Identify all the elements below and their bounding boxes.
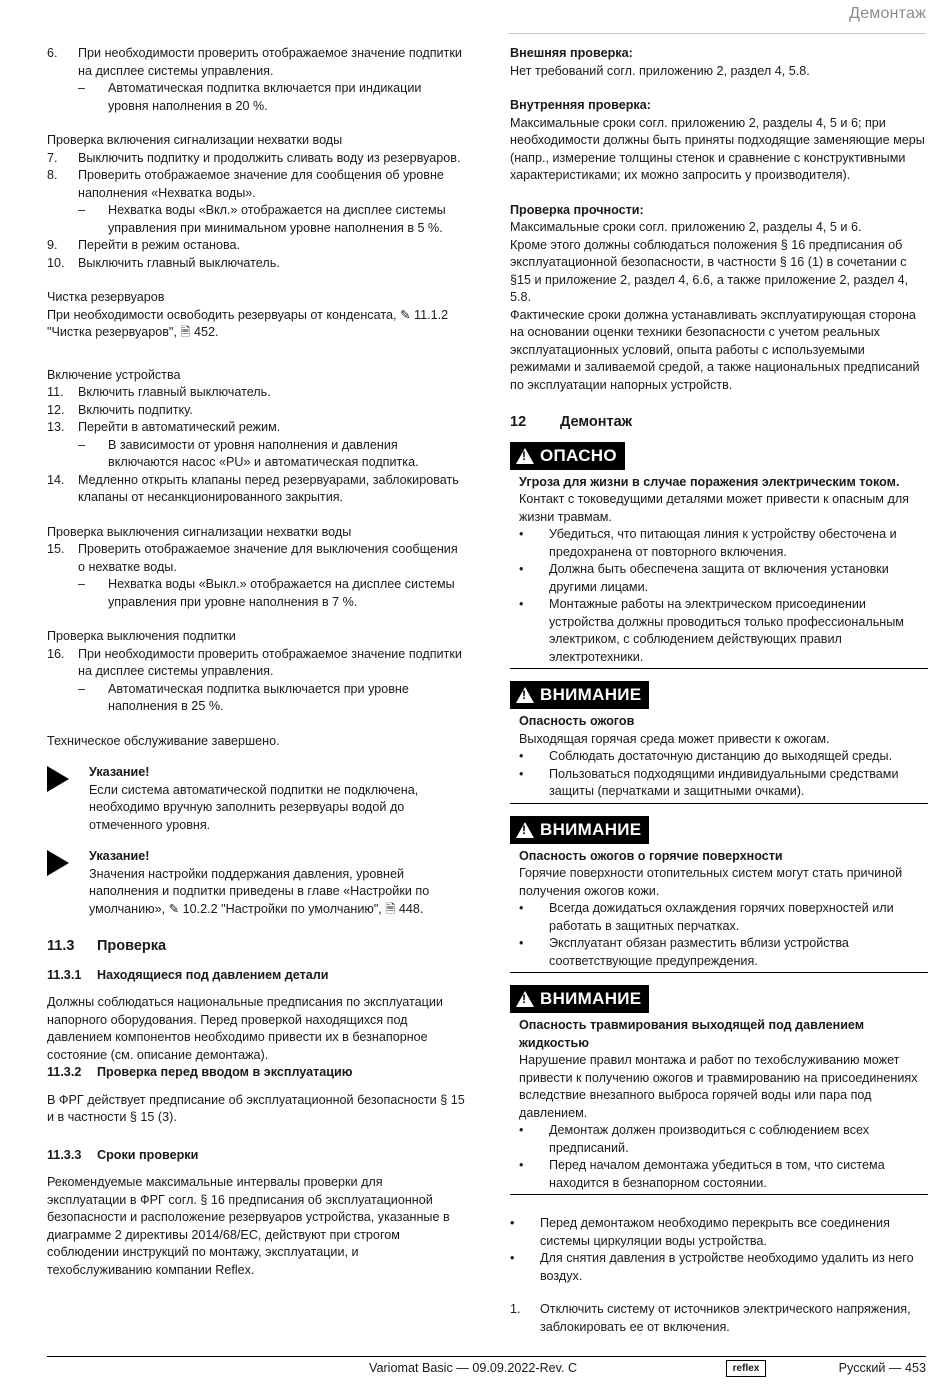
paragraph: Кроме этого должны соблюдаться положения § 16 предписания об эксплуатационной безопасности, в частности § 16 (1) в сочетании с §15 и приложение 2, раздел 4, 6.6, а также приложение 2, раздел 4, 5.8. <box>510 237 909 304</box>
warning-box <box>510 1017 928 1195</box>
list-item: 16. При необходимости проверить отображаемое значение подпитки на дисплее системы управления. <box>47 646 462 678</box>
list-item: 13. Перейти в автоматический режим. <box>47 420 281 434</box>
list-item: 1. Отключить систему от источников электрического напряжения, заблокировать ее от включения. <box>510 1302 911 1334</box>
warning-triangle-icon <box>516 991 534 1007</box>
warning-text: Выходящая горячая среда может привести к ожогам. <box>519 731 830 746</box>
paragraph: Техническое обслуживание завершено. <box>47 733 280 748</box>
paragraph: Рекомендуемые максимальные интервалы проверки для эксплуатации в ФРГ согл. § 16 предписания об эксплуатационной безопасности и расположение резервуаров устройства, указанные в диаграмме 2 директивы 2014/68/EC, действуют при строгом соблюдении инструкций по монтажу, эксплуатации, и техобслуживанию компании Reflex. <box>47 1175 450 1277</box>
list-item: 12. Включить подпитку. <box>47 402 193 417</box>
warning-box <box>510 474 928 670</box>
list-subitem: – Нехватка воды «Вкл.» отображается на дисплее системы управления при минимальном уровне наполнения в 5 %. <box>78 203 446 235</box>
list-item: • Перед демонтажом необходимо перекрыть все соединения системы циркуляции воды устройства. <box>510 1216 890 1248</box>
list-item: • Перед началом демонтажа убедиться в том, что система находится в безнапорном состоянии. <box>519 1158 885 1190</box>
subheading: Проверка прочности: <box>510 202 644 217</box>
paragraph: Нет требований согл. приложению 2, раздел 4, 5.8. <box>510 63 810 78</box>
heading-11-3-2: 11.3.2 Проверка перед вводом в эксплуатацию <box>47 1065 353 1079</box>
danger-label: ! ОПАСНО <box>510 442 625 470</box>
caution-label: ! ВНИМАНИЕ <box>510 816 649 844</box>
section-title: Проверка выключения сигнализации нехватки воды <box>47 524 352 539</box>
note-title: Указание! <box>89 765 150 779</box>
list-item: 10. Выключить главный выключатель. <box>47 255 280 270</box>
list-item: • Для снятия давления в устройстве необходимо удалить из него воздух. <box>510 1251 914 1283</box>
warning-triangle-icon <box>516 687 534 703</box>
list-item: 11. Включить главный выключатель. <box>47 385 271 399</box>
paragraph: Максимальные сроки согл. приложению 2, разделы 4, 5 и 6; при необходимости должны быть приняты подходящие заменяющие меры (напр., измерение толщины стенок и сравнение с конструктивными характеристиками; их можно запросить у производителя). <box>510 115 925 182</box>
footer-rule <box>47 1356 926 1357</box>
list-item: • Соблюдать достаточную дистанцию до выходящей среды. <box>519 749 893 763</box>
list-item: 8. Проверить отображаемое значение для сообщения об уровне наполнения «Нехватка воды». <box>47 168 444 200</box>
right-column <box>510 45 928 1336</box>
warning-box <box>510 848 928 974</box>
warning-title: Опасность ожогов <box>519 714 635 728</box>
arrow-right-icon <box>47 850 69 876</box>
arrow-right-icon <box>47 766 69 792</box>
paragraph: Должны соблюдаться национальные предписания по эксплуатации напорного оборудования. Перед проверкой находящихся под давлением компонентов необходимо привести их в безнапорное состояние (см. описание демонтажа). <box>47 995 443 1062</box>
page-header-title: Демонтаж <box>849 5 926 22</box>
list-item: 6. При необходимости проверить отображаемое значение подпитки на дисплее системы управления. <box>47 46 462 78</box>
warning-box <box>510 713 928 804</box>
section-title: Включение устройства <box>47 367 181 382</box>
note-text[interactable]: Значения настройки поддержания давления, уровней наполнения и подпитки приведены в главе «Настройки по умолчанию», ✎ 10.2.2 "Настройки по умолчанию", 🗎 448. <box>89 866 430 916</box>
heading-12: 12 Демонтаж <box>510 414 632 430</box>
section-title: Проверка включения сигнализации нехватки воды <box>47 133 343 147</box>
left-column <box>47 45 465 1279</box>
header-rule <box>508 33 926 34</box>
list-subitem: – Нехватка воды «Выкл.» отображается на дисплее системы управления при уровне наполнения в 7 %. <box>78 577 455 609</box>
list-item: • Демонтаж должен производиться с соблюдением всех предписаний. <box>519 1123 870 1155</box>
paragraph: Максимальные сроки согл. приложению 2, разделы 4, 5 и 6. <box>510 220 862 234</box>
subheading: Внутренняя проверка: <box>510 98 651 112</box>
note-box <box>47 764 465 834</box>
heading-11-3-3: 11.3.3 Сроки проверки <box>47 1147 199 1162</box>
list-item: • Эксплуатант обязан разместить вблизи устройства соответствующие предупреждения. <box>519 936 849 968</box>
warning-text: Горячие поверхности отопительных систем могут стать причиной получения ожогов кожи. <box>519 866 903 898</box>
heading-11-3-1: 11.3.1 Находящиеся под давлением детали <box>47 967 329 982</box>
subheading: Внешняя проверка: <box>510 46 633 60</box>
footer-page-number: Русский — 453 <box>838 1361 926 1375</box>
footer-document-info: Variomat Basic — 09.09.2022-Rev. C <box>369 1361 578 1375</box>
warning-triangle-icon <box>516 448 534 464</box>
caution-label: ! ВНИМАНИЕ <box>510 985 649 1013</box>
list-item: 14. Медленно открыть клапаны перед резервуарами, заблокировать клапаны от несанкционированного закрытия. <box>47 472 459 504</box>
section-title: Проверка выключения подпитки <box>47 629 236 643</box>
paragraph: Фактические сроки должна устанавливать эксплуатирующая сторона на основании оценки техники безопасности с учетом реальных эксплуатационных условий, опыта работы с используемыми режимами и заливаемой средой, а также национальных предписаний по эксплуатации напорных устройств. <box>510 307 920 392</box>
paragraph: В ФРГ действует предписание об эксплуатационной безопасности § 15 и в частности § 15 (3). <box>47 1092 465 1124</box>
list-item: • Убедиться, что питающая линия к устройству обесточена и предохранена от повторного включения. <box>519 527 897 559</box>
section-title: Чистка резервуаров <box>47 290 165 304</box>
caution-label: ! ВНИМАНИЕ <box>510 681 649 709</box>
warning-title: Угроза для жизни в случае поражения электрическим током. <box>519 474 900 489</box>
note-title: Указание! <box>89 849 150 863</box>
heading-11-3: 11.3 Проверка <box>47 938 167 954</box>
reflex-logo: reflex <box>726 1360 766 1377</box>
list-subitem: – В зависимости от уровня наполнения и давления включаются насос «PU» и автоматическая подпитка. <box>78 437 419 469</box>
list-item: • Пользоваться подходящими индивидуальными средствами защиты (перчатками и защитными очками). <box>519 766 899 798</box>
list-subitem: – Автоматическая подпитка включается при индикации уровня наполнения в 20 %. <box>78 81 422 113</box>
list-item: 7. Выключить подпитку и продолжить сливать воду из резервуаров. <box>47 150 461 165</box>
list-subitem: – Автоматическая подпитка выключается при уровне наполнения в 25 %. <box>78 681 409 713</box>
warning-triangle-icon <box>516 822 534 838</box>
note-box <box>47 848 465 918</box>
warning-title: Опасность травмирования выходящей под давлением жидкостью <box>519 1018 865 1050</box>
list-item: • Всегда дожидаться охлаждения горячих поверхностей или работать в защитных перчатках. <box>519 901 894 933</box>
list-item: 9. Перейти в режим останова. <box>47 238 241 252</box>
warning-text: Контакт с токоведущими деталями может привести к опасным для жизни травмам. <box>519 492 909 524</box>
note-text: Если система автоматической подпитки не подключена, необходимо вручную заполнить резервуары водой до отмеченного уровня. <box>89 782 419 832</box>
list-item: • Должна быть обеспечена защита от включения установки другими лицами. <box>519 562 889 594</box>
warning-title: Опасность ожогов о горячие поверхности <box>519 848 783 863</box>
warning-text: Нарушение правил монтажа и работ по техобслуживанию может привести к получению ожогов и травмированию на присоединениях вследствие внезапного выброса горячей воды или пара под давлением. <box>519 1053 918 1120</box>
list-item: • Монтажные работы на электрическом присоединении устройства должны проводиться только профессиональным электриком, с соблюдением действующих правил электротехники. <box>519 597 904 664</box>
list-item: 15. Проверить отображаемое значение для выключения сообщения о нехватке воды. <box>47 542 458 574</box>
cross-reference-text[interactable]: При необходимости освободить резервуары от конденсата, ✎ 11.1.2 "Чистка резервуаров", 🗎 452. <box>47 307 449 339</box>
